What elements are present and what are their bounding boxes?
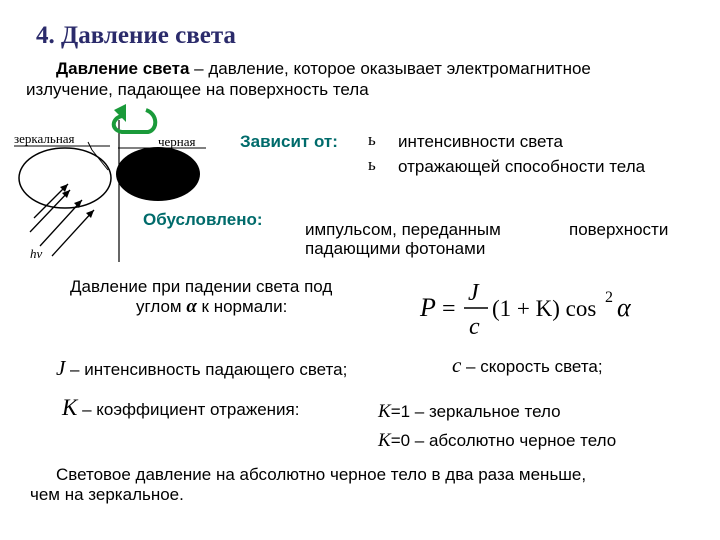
def-K-text: – коэффициент отражения: (77, 400, 300, 419)
def-K1-symbol: K (378, 401, 391, 422)
caused-line-2: падающими фотонами (305, 239, 486, 258)
bullet-marker-1: ь (368, 130, 376, 149)
def-c-text: – скорость света; (461, 357, 603, 376)
reflection-diagram (10, 100, 230, 270)
conclusion-line-1: Световое давление на абсолютно черное тело в два раза меньше, (56, 465, 587, 484)
pressure-formula (410, 272, 650, 346)
photon-label: hν (30, 246, 43, 261)
definition-term: Давление света (56, 59, 190, 78)
alpha-symbol: α (186, 296, 197, 317)
angle-text-line-1: Давление при падении света под (70, 277, 333, 296)
def-J-symbol: J (56, 356, 66, 380)
def-c-symbol: c (452, 353, 462, 377)
definition-line-1 (56, 59, 591, 79)
def-K0-symbol: K (378, 430, 391, 451)
angle-text-post: к нормали: (196, 297, 288, 316)
depends-item-1: интенсивности света (398, 132, 563, 151)
black-label: черная (158, 134, 196, 149)
incident-ray (52, 210, 94, 256)
caused-line-1-right: поверхности (569, 220, 669, 239)
def-c (452, 355, 603, 377)
def-J-text: – интенсивность падающего света; (65, 360, 348, 379)
black-body (116, 147, 200, 201)
formula-eq: = (442, 296, 456, 322)
def-K1 (378, 402, 561, 422)
definition-line-2: излучение, падающее на поверхность тела (26, 80, 369, 99)
formula-c: c (469, 314, 480, 340)
formula-paren: (1 + K) cos (492, 296, 597, 321)
angle-text-pre: углом (136, 297, 187, 316)
bullet-marker-2: ь (368, 155, 376, 174)
caused-line-1-left: импульсом, переданным (305, 220, 501, 239)
formula-alpha: α (617, 293, 631, 322)
def-K (62, 395, 300, 420)
page-title: 4. Давление света (36, 22, 236, 49)
angle-text-line-2 (136, 297, 287, 317)
def-K-symbol: K (62, 395, 78, 420)
formula-P: P (420, 293, 436, 322)
depends-label: Зависит от: (240, 132, 338, 151)
formula-J: J (468, 280, 479, 306)
conclusion-line-2: чем на зеркальное. (30, 485, 184, 504)
def-K1-text: =1 – зеркальное тело (390, 402, 561, 421)
mirror-label: зеркальная (14, 131, 75, 146)
formula-exp: 2 (605, 289, 613, 306)
def-K0-text: =0 – абсолютно черное тело (390, 431, 617, 450)
caused-label: Обусловлено: (143, 210, 263, 229)
depends-item-2: отражающей способности тела (398, 157, 646, 176)
def-J (56, 358, 347, 380)
def-K0 (378, 431, 616, 451)
definition-rest: – давление, которое оказывает электромагнитное (189, 59, 591, 78)
